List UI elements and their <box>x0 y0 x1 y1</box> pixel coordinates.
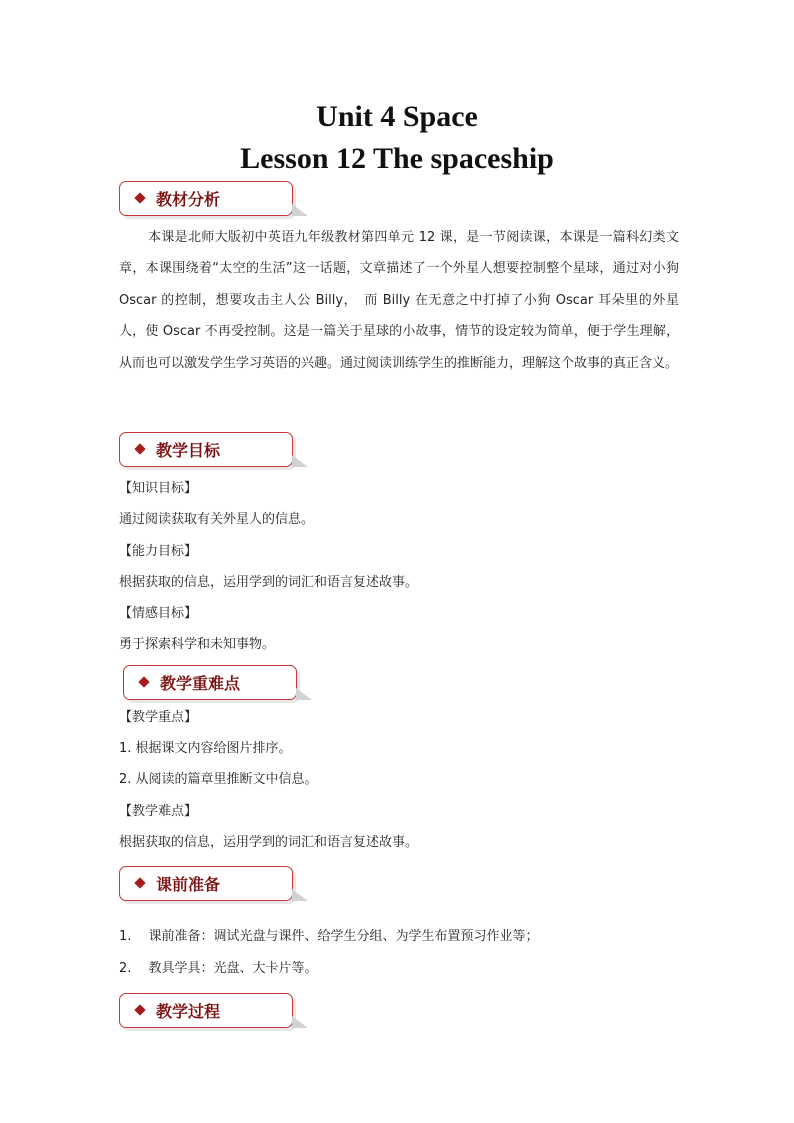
emotion-goal-text: 勇于探索科学和未知事物。 <box>119 637 276 652</box>
section-heading-preparation <box>119 866 293 901</box>
heading-tail-decoration <box>292 1016 308 1028</box>
lesson-title: Lesson 12 The spaceship <box>240 142 554 175</box>
diamond-bullet-icon <box>134 443 145 454</box>
section-heading-label: 课前准备 <box>156 875 221 894</box>
preparation-item: 2. 教具学具：光盘、大卡片等。 <box>119 961 318 976</box>
section-heading-analysis <box>119 181 293 216</box>
diamond-bullet-icon <box>134 1004 145 1015</box>
analysis-paragraph: 本课是北师大版初中英语九年级教材第四单元 12 课，是一节阅读课，本课是一篇科幻类文章，本课围绕着“太空的生活”这一话题，文章描述了一个外星人想要控制整个星球，通过对小狗 Oscar 的控制，想要攻击主人公 Billy， 而 Billy 在无意之中打掉了小狗 Oscar 耳朵里的外星人，使 Oscar 不再受控制。这是一篇关于星球的小故事，情节的设定较为简单，便于学生理解，从而也可以激发学生学习英语的兴趣。通过阅读训练学生的推断能力，理解这个故事的真正含义。 <box>119 230 679 371</box>
ability-goal-text: 根据获取的信息，运用学到的词汇和语言复述故事。 <box>119 575 419 590</box>
diamond-bullet-icon <box>138 676 149 687</box>
difficulty-text: 根据获取的信息，运用学到的词汇和语言复述故事。 <box>119 835 419 850</box>
section-heading-key-points <box>123 665 297 700</box>
knowledge-goal-text: 通过阅读获取有关外星人的信息。 <box>119 512 315 527</box>
focus-item: 1. 根据课文内容给图片排序。 <box>119 741 292 756</box>
section-heading-label: 教学重难点 <box>160 674 241 693</box>
section-heading-label: 教材分析 <box>156 190 221 209</box>
heading-tail-decoration <box>292 889 308 901</box>
diamond-bullet-icon <box>134 877 145 888</box>
diamond-bullet-icon <box>134 192 145 203</box>
focus-item: 2. 从阅读的篇章里推断文中信息。 <box>119 772 318 787</box>
heading-tail-decoration <box>292 455 308 467</box>
section-heading-label: 教学目标 <box>156 441 221 460</box>
ability-goal-label: 【能力目标】 <box>119 544 198 559</box>
heading-tail-decoration <box>296 688 312 700</box>
section-heading-goals <box>119 432 293 467</box>
knowledge-goal-label: 【知识目标】 <box>119 481 198 496</box>
section-heading-process <box>119 993 293 1028</box>
section-heading-label: 教学过程 <box>156 1002 221 1021</box>
preparation-item: 1. 课前准备：调试光盘与课件、给学生分组、为学生布置预习作业等； <box>119 929 539 944</box>
difficulty-label: 【教学难点】 <box>119 804 198 819</box>
focus-label: 【教学重点】 <box>119 710 198 725</box>
unit-title: Unit 4 Space <box>316 100 478 133</box>
heading-tail-decoration <box>292 204 308 216</box>
emotion-goal-label: 【情感目标】 <box>119 606 198 621</box>
